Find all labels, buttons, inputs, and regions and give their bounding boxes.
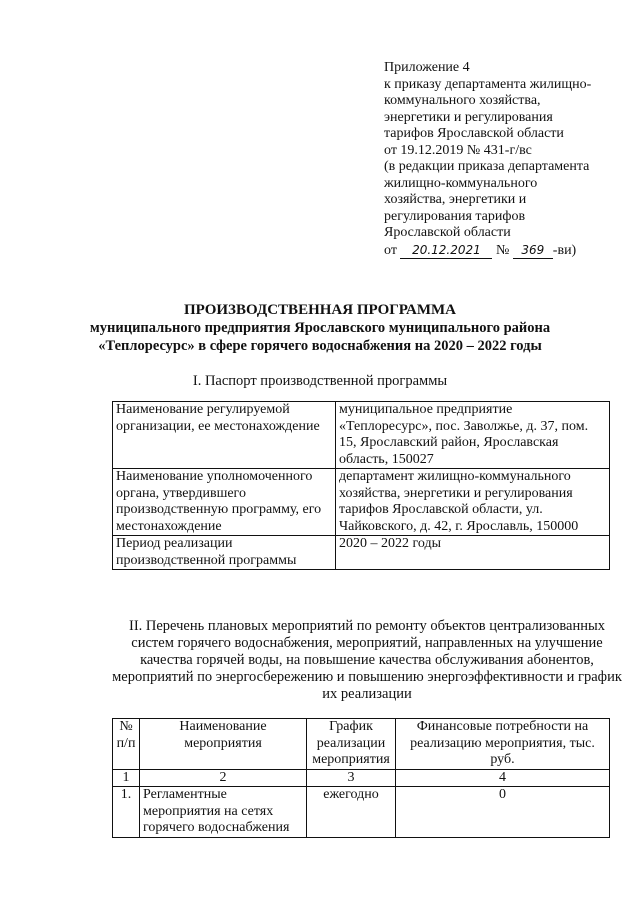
appendix-block bbox=[384, 60, 624, 259]
section-2-heading: II. Перечень плановых мероприятий по ремонту объектов централизованных систем горячего водоснабжения, мероприятий, направленных на улучшение качества горячей воды, на повышение качества обслуживания абонентов, мероприятий по энергосбережению и повышению энергоэффективности и график их реализации bbox=[112, 618, 622, 702]
number-suffix: -ви) bbox=[552, 242, 577, 258]
appendix-line: (в редакции приказа департамента bbox=[384, 159, 590, 174]
appendix-line: хозяйства, энергетики и bbox=[384, 192, 527, 207]
appendix-line: тарифов Ярославской области bbox=[384, 126, 564, 141]
appendix-line: энергетики и регулирования bbox=[384, 109, 553, 125]
handwritten-number: 369 bbox=[513, 242, 553, 260]
passport-label: Наименование регулируемой организации, ее местонахождение bbox=[113, 402, 336, 469]
table-row bbox=[113, 469, 610, 536]
column-number: 3 bbox=[307, 769, 396, 787]
title-line-1: ПРОИЗВОДСТВЕННАЯ ПРОГРАММА bbox=[183, 302, 456, 318]
passport-value: муниципальное предприятие «Теплоресурс», пос. Заволжье, д. 37, пом. 15, Ярославский район, Ярославская область, 150027 bbox=[336, 402, 610, 469]
column-number: 4 bbox=[396, 769, 610, 787]
column-header: № п/п bbox=[113, 719, 140, 770]
table-row bbox=[113, 787, 610, 838]
appendix-line: Ярославской области bbox=[384, 225, 511, 240]
program-title bbox=[0, 301, 640, 355]
column-number: 2 bbox=[140, 769, 307, 787]
title-line-3: «Теплоресурс» в сфере горячего водоснабжения на 2020 – 2022 годы bbox=[98, 338, 542, 354]
title-line-2: муниципального предприятия Ярославского муниципального района bbox=[89, 320, 551, 336]
column-number-row bbox=[113, 769, 610, 787]
passport-value: департамент жилищно-коммунального хозяйства, энергетики и регулирования тарифов Ярославской области, ул. Чайковского, д. 42, г. Ярославль, 150000 bbox=[336, 469, 610, 536]
appendix-line: коммунального хозяйства, bbox=[384, 93, 541, 108]
appendix-line: от 19.12.2019 № 431-г/вс bbox=[384, 142, 532, 158]
table-header-row bbox=[113, 719, 610, 770]
table-row bbox=[113, 402, 610, 469]
passport-table bbox=[112, 401, 610, 570]
passport-label: Период реализации производственной программы bbox=[113, 536, 336, 570]
column-number: 1 bbox=[113, 769, 140, 787]
events-table bbox=[112, 718, 610, 838]
event-cost: 0 bbox=[396, 787, 610, 838]
column-header: График реализации мероприятия bbox=[307, 719, 396, 770]
table-row bbox=[113, 536, 610, 570]
passport-label: Наименование уполномоченного органа, утвердившего производственную программу, его местонахождение bbox=[113, 469, 336, 536]
from-prefix: от bbox=[384, 242, 397, 258]
appendix-line: регулирования тарифов bbox=[384, 208, 526, 224]
section-1-heading: I. Паспорт производственной программы bbox=[192, 373, 448, 389]
appendix-line: Приложение 4 bbox=[384, 60, 470, 75]
row-number: 1. bbox=[113, 787, 140, 838]
number-sign: № bbox=[495, 242, 510, 258]
event-schedule: ежегодно bbox=[307, 787, 396, 838]
passport-value: 2020 – 2022 годы bbox=[336, 536, 610, 570]
column-header: Финансовые потребности на реализацию мероприятия, тыс. руб. bbox=[396, 719, 610, 770]
column-header: Наименование мероприятия bbox=[140, 719, 307, 770]
appendix-date-line bbox=[384, 242, 624, 260]
appendix-line: к приказу департамента жилищно- bbox=[384, 76, 592, 92]
event-name: Регламентные мероприятия на сетях горячего водоснабжения bbox=[140, 787, 307, 838]
appendix-line: жилищно-коммунального bbox=[384, 175, 538, 191]
handwritten-date: 20.12.2021 bbox=[400, 242, 492, 260]
